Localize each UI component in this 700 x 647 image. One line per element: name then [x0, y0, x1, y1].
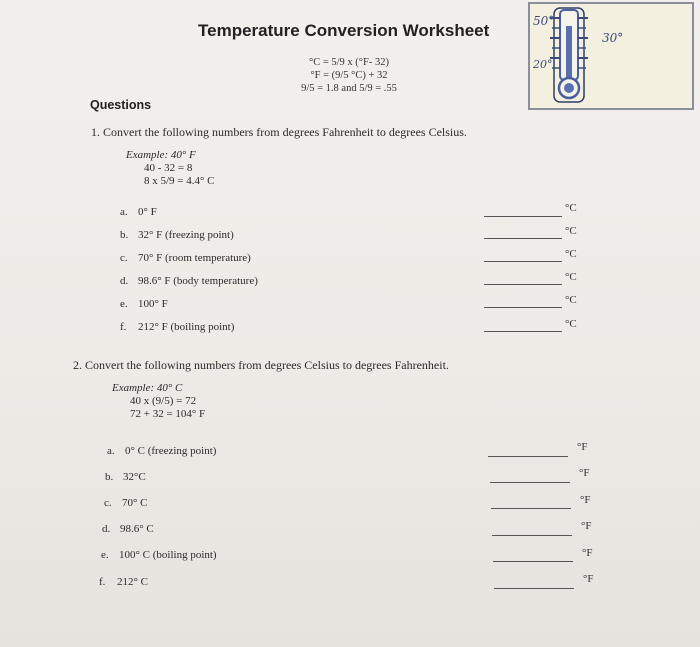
q2-unit-f: °F [583, 573, 594, 585]
q1-item-f: f. 212° F (boiling point) [120, 321, 235, 333]
q1-item-b: b. 32° F (freezing point) [120, 229, 234, 241]
q1-item-a: a. 0° F [120, 206, 157, 218]
q1-unit-b: °C [565, 225, 577, 237]
q2-answer-blank-b[interactable] [490, 482, 570, 483]
q2-item-a: a. 0° C (freezing point) [107, 445, 217, 457]
q1-item-e: e. 100° F [120, 298, 168, 310]
q2-answer-blank-d[interactable] [492, 535, 572, 536]
example-step: 40 x (9/5) = 72 [130, 395, 197, 407]
question-2-text: 2. Convert the following numbers from degrees Celsius to degrees Fahrenheit. [73, 358, 449, 372]
q2-item-b: b. 32°C [105, 471, 146, 483]
q1-unit-a: °C [565, 202, 577, 214]
example-label: Example: 40° C [112, 382, 183, 394]
q1-unit-c: °C [565, 248, 577, 260]
formula-line: °C = 5/9 x (°F- 32) [309, 57, 389, 68]
example-step: 40 - 32 = 8 [144, 162, 193, 174]
formula-line: °F = (9/5 °C) + 32 [310, 70, 388, 81]
q2-item-f: f. 212° C [99, 576, 148, 588]
thermometer-label-side: 30° [602, 31, 624, 45]
q2-unit-d: °F [581, 520, 592, 532]
thermometer-illustration [528, 2, 694, 110]
q2-item-e: e. 100° C (boiling point) [101, 549, 217, 561]
q1-answer-blank-f[interactable] [484, 331, 562, 332]
thermometer-icon [530, 4, 692, 108]
q1-unit-e: °C [565, 294, 577, 306]
q2-item-d: d. 98.6° C [102, 523, 154, 535]
questions-heading: Questions [90, 98, 152, 112]
q2-answer-blank-c[interactable] [491, 508, 571, 509]
q2-unit-a: °F [577, 441, 588, 453]
worksheet-title: Temperature Conversion Worksheet [198, 21, 490, 40]
q1-answer-blank-c[interactable] [484, 261, 562, 262]
q2-unit-e: °F [582, 547, 593, 559]
q2-answer-blank-e[interactable] [493, 561, 573, 562]
q2-answer-blank-a[interactable] [488, 456, 568, 457]
question-2-example [112, 382, 205, 421]
question-1-text: 1. Convert the following numbers from degrees Fahrenheit to degrees Celsius. [91, 125, 467, 139]
q1-unit-d: °C [565, 271, 577, 283]
q2-answer-blank-f[interactable] [494, 588, 574, 589]
q2-unit-b: °F [579, 467, 590, 479]
q2-unit-c: °F [580, 494, 591, 506]
q1-unit-f: °C [565, 318, 577, 330]
q1-answer-blank-e[interactable] [484, 307, 562, 308]
q1-answer-blank-d[interactable] [484, 284, 562, 285]
formula-line: 9/5 = 1.8 and 5/9 = .55 [301, 83, 397, 94]
question-1-example [126, 149, 215, 188]
q1-item-c: c. 70° F (room temperature) [120, 252, 251, 264]
q1-answer-blank-b[interactable] [484, 238, 562, 239]
example-step: 72 + 32 = 104° F [130, 408, 206, 420]
q2-item-c: c. 70° C [104, 497, 148, 509]
q1-answer-blank-a[interactable] [484, 216, 562, 217]
thermometer-label-top: 50° [533, 14, 555, 28]
thermometer-label-bottom: 20° [533, 58, 553, 71]
example-label: Example: 40° F [126, 149, 196, 161]
example-step: 8 x 5/9 = 4.4° C [144, 175, 215, 187]
conversion-formulas [284, 56, 414, 95]
q1-item-d: d. 98.6° F (body temperature) [120, 275, 258, 287]
